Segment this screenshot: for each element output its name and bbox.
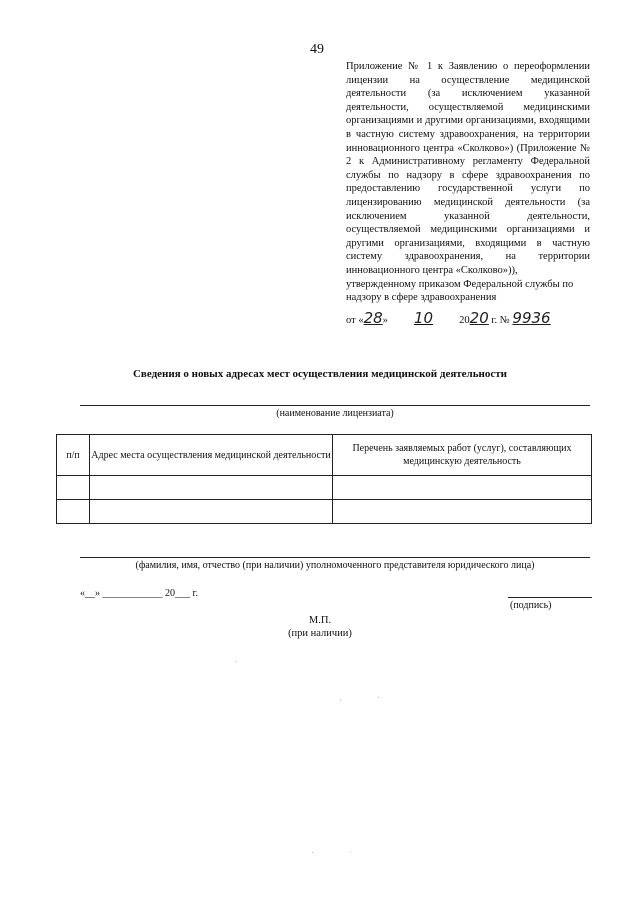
page-number: 49 [310,42,324,57]
order-number-handwritten: 9936 [512,309,551,327]
document-heading: Сведения о новых адресах мест осуществления медицинской деятельности [132,368,508,380]
column-header-services: Перечень заявляемых работ (услуг), составляющих медицинскую деятельность [333,435,592,476]
signature-line [508,597,592,598]
scan-speck [312,852,313,853]
representative-caption: (фамилия, имя, отчество (при наличии) уполномоченного представителя юридического лица) [135,560,535,571]
stamp-label: М.П. [308,615,332,626]
appendix-approval-text: утвержденному приказом Федеральной службы по надзору в сфере здравоохранения [346,278,574,304]
table-row [57,476,592,500]
table-cell[interactable] [57,476,90,500]
table-cell[interactable] [57,500,90,524]
order-year-prefix: 20 [459,315,470,326]
signature-date: «__» ____________ 20___ г. [80,588,198,599]
table-cell[interactable] [90,476,333,500]
scan-speck [378,697,379,698]
order-year-handwritten: 20 [469,309,489,327]
column-header-address: Адрес места осуществления медицинской деятельности [90,435,333,476]
licensee-name-line [80,405,590,406]
appendix-text: Приложение № 1 к Заявлению о переоформлении лицензии на осуществление медицинской деятельности (за исключением указанной деятельности, осуществляемой медицинскими организациями и другими организациями, входящими в частную систему здравоохранения, на территории инновационного центра «Сколково») (Приложение № 2 к Административному регламенту Федеральной службы по надзору в сфере здравоохранения по предоставлению государственной услуги по лицензированию медицинской деятельности (за исключением указанной деятельности, осуществляемой медицинскими организациями и другими организациями, входящими в частную систему здравоохранения, на территории инновационного центра «Сколково»)), [346,61,590,276]
addresses-table [56,434,592,524]
table-cell[interactable] [90,500,333,524]
scan-speck [236,661,237,662]
licensee-caption: (наименование лицензиата) [276,408,394,419]
order-date-number [346,309,590,327]
table-cell[interactable] [333,476,592,500]
scan-speck [340,700,341,701]
column-header-number: п/п [57,435,90,476]
scan-speck [350,851,351,852]
order-prefix: от « [346,315,364,326]
table-row [57,500,592,524]
order-month-handwritten: 10 [414,309,434,327]
representative-name-line [80,557,590,558]
table-header-row [57,435,592,476]
table-cell[interactable] [333,500,592,524]
order-number-label: г. № [491,315,510,326]
stamp-placeholder [0,614,640,640]
appendix-reference [346,60,590,305]
order-quote-close: » [382,315,388,326]
signature-caption: (подпись) [510,600,552,611]
stamp-note: (при наличии) [288,628,352,639]
order-day-handwritten: 28 [363,309,383,327]
